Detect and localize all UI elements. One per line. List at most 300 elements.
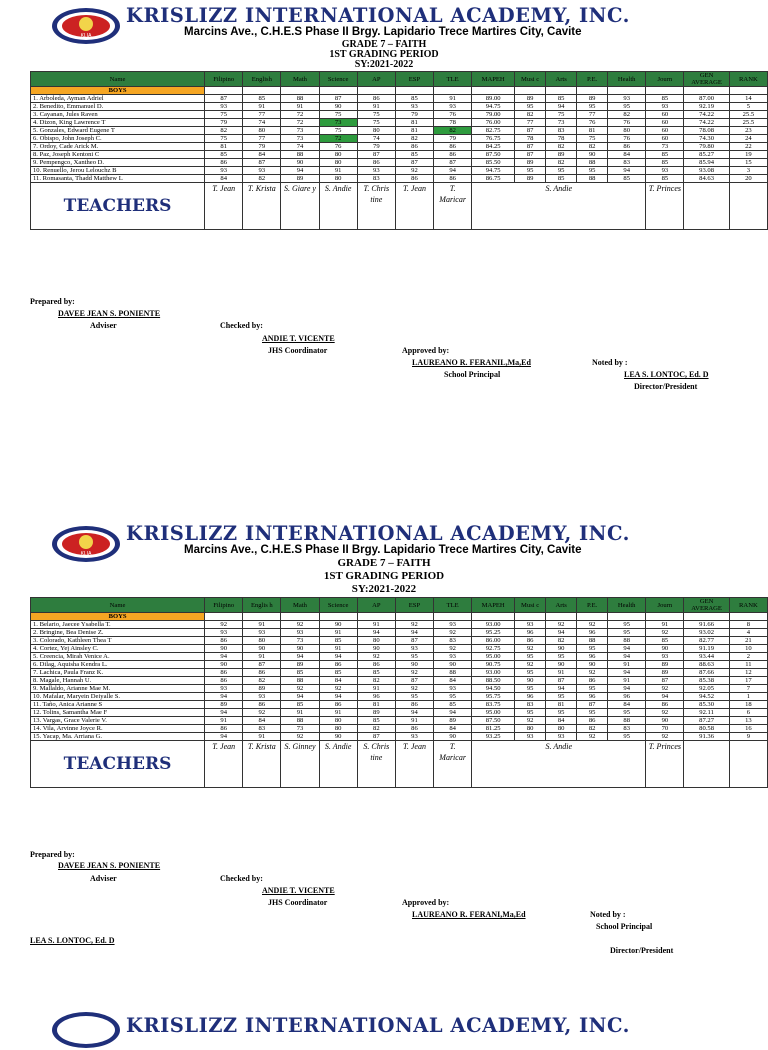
- teachers-row: [31, 183, 768, 230]
- table-row: [31, 701, 768, 709]
- grade-cell: 90: [577, 151, 608, 159]
- empty-cell: [577, 87, 608, 95]
- table-row: [31, 637, 768, 645]
- table-row: [31, 95, 768, 103]
- grade-cell: 82: [546, 143, 577, 151]
- grade-cell: 93: [243, 693, 281, 701]
- checked-by-label: Checked by:: [220, 874, 263, 883]
- student-name: 9. Pempengco, Xantheo D.: [31, 159, 205, 167]
- grade-cell: 96: [577, 693, 608, 701]
- empty-cell: [205, 613, 243, 621]
- grade-cell: 93.00: [472, 621, 515, 629]
- grade-cell: 83: [515, 701, 546, 709]
- grade-cell: 80: [357, 127, 395, 135]
- grade-cell: 73: [281, 637, 319, 645]
- grade-cell: 81: [205, 143, 243, 151]
- grade-cell: 92: [281, 685, 319, 693]
- grade-cell: 82: [434, 127, 472, 135]
- grade-cell: 74: [281, 143, 319, 151]
- grade-cell: 90: [205, 645, 243, 653]
- grade-cell: 86: [357, 95, 395, 103]
- column-header: AP: [357, 598, 395, 613]
- table-row: [31, 653, 768, 661]
- grade-cell: 80: [319, 159, 357, 167]
- grade-cell: 95: [577, 645, 608, 653]
- teacher-cell: T. Krista: [243, 741, 281, 788]
- student-name: 9. Mallaldo, Arianne Mae M.: [31, 685, 205, 693]
- empty-cell: [684, 87, 729, 95]
- grade-cell: 85: [357, 717, 395, 725]
- empty-cell: [319, 613, 357, 621]
- grade-cell: 88: [281, 95, 319, 103]
- grade-cell: 60: [646, 127, 684, 135]
- grade-cell: 95: [515, 669, 546, 677]
- grade-cell: 91.36: [684, 733, 729, 741]
- empty-cell: [281, 87, 319, 95]
- grade-cell: 92: [395, 167, 433, 175]
- grade-cell: 95: [577, 685, 608, 693]
- grade-cell: 86: [205, 725, 243, 733]
- grade-cell: 82: [243, 175, 281, 183]
- grade-cell: 83: [608, 725, 646, 733]
- grade-cell: 79: [357, 143, 395, 151]
- grade-cell: 93: [281, 629, 319, 637]
- grade-cell: 94: [319, 653, 357, 661]
- grade-cell: 77: [243, 111, 281, 119]
- checked-by-label: Checked by:: [220, 321, 263, 330]
- school-name-partial: KRISLIZZ INTERNATIONAL ACADEMY, INC.: [126, 1014, 630, 1037]
- grade-cell: 87: [357, 151, 395, 159]
- grade-cell: 88: [577, 159, 608, 167]
- grade-cell: 91: [646, 621, 684, 629]
- grade-cell: 90: [281, 645, 319, 653]
- grade-cell: 93: [646, 103, 684, 111]
- column-header: English: [243, 72, 281, 87]
- grade-cell: 95: [577, 167, 608, 175]
- grade-cell: 93: [434, 621, 472, 629]
- column-header: Musi c: [515, 72, 546, 87]
- teacher-cell: S. Andie: [319, 741, 357, 788]
- grade-cell: 95: [434, 693, 472, 701]
- grade-cell: 88: [434, 669, 472, 677]
- grade-cell: 92: [646, 629, 684, 637]
- grade-cell: 18: [729, 701, 767, 709]
- grade-cell: 19: [729, 151, 767, 159]
- grade-cell: 85.94: [684, 159, 729, 167]
- grade-cell: 94: [319, 693, 357, 701]
- grade-cell: 86: [577, 717, 608, 725]
- grade-cell: 85: [546, 95, 577, 103]
- grade-cell: 92: [395, 669, 433, 677]
- teachers-label: TEACHERS: [31, 741, 205, 788]
- grade-cell: 95: [608, 103, 646, 111]
- grade-cell: 17: [729, 677, 767, 685]
- student-name: 11. Taño, Anica Arianne S: [31, 701, 205, 709]
- grade-cell: 93: [608, 95, 646, 103]
- grade-cell: 16: [729, 725, 767, 733]
- column-header: P.E.: [577, 598, 608, 613]
- grade-cell: 87: [319, 95, 357, 103]
- column-header: TLE: [434, 598, 472, 613]
- grade-cell: 94: [205, 693, 243, 701]
- grade-cell: 25.5: [729, 111, 767, 119]
- column-header: Arts: [546, 72, 577, 87]
- grade-cell: 76: [577, 119, 608, 127]
- student-name: 2. Benedito, Emmanuel D.: [31, 103, 205, 111]
- grade-cell: 85: [646, 159, 684, 167]
- grade-cell: 93: [205, 167, 243, 175]
- student-name: 4. Cortez, Yej Ainsley C.: [31, 645, 205, 653]
- column-header: Health: [608, 72, 646, 87]
- teacher-cell: T. Maricar: [434, 183, 472, 230]
- grade-cell: 93: [205, 103, 243, 111]
- grade-cell: 93: [515, 733, 546, 741]
- grade-cell: 94: [205, 709, 243, 717]
- empty-cell: [684, 183, 729, 230]
- grade-cell: 84: [205, 175, 243, 183]
- empty-cell: [357, 87, 395, 95]
- student-name: 1. Arboleda, Ayman Adriel: [31, 95, 205, 103]
- grade-cell: 94: [546, 629, 577, 637]
- grade-cell: 84: [434, 725, 472, 733]
- grade-cell: 91: [281, 103, 319, 111]
- grade-cell: 86: [319, 701, 357, 709]
- grade-cell: 96: [577, 629, 608, 637]
- grade-cell: 8: [729, 621, 767, 629]
- empty-cell: [357, 613, 395, 621]
- grade-cell: 93: [395, 645, 433, 653]
- grade-cell: 95.75: [472, 693, 515, 701]
- grade-cell: 96: [357, 693, 395, 701]
- grade-cell: 74.30: [684, 135, 729, 143]
- student-name: 15. Yacap, Ma. Arriana G.: [31, 733, 205, 741]
- grade-cell: 7: [729, 685, 767, 693]
- student-name: 10. Mafalar, Maryein Deiyalle S.: [31, 693, 205, 701]
- grade-cell: 95: [515, 103, 546, 111]
- student-name: 6. Obispo, John Joseph C.: [31, 135, 205, 143]
- approved-by-label: Approved by:: [402, 346, 450, 355]
- grade-cell: 89: [243, 685, 281, 693]
- student-name: 3. Colorado, Kathleen Thea T: [31, 637, 205, 645]
- grade-cell: 77: [577, 111, 608, 119]
- grade-cell: 92: [646, 709, 684, 717]
- grade-cell: 73: [281, 127, 319, 135]
- grade-section: GRADE 7 – FAITH: [341, 39, 427, 50]
- grade-cell: 92: [577, 733, 608, 741]
- grade-cell: 95: [546, 693, 577, 701]
- grade-cell: 92: [515, 661, 546, 669]
- grade-cell: 92: [646, 685, 684, 693]
- grade-cell: 87: [546, 677, 577, 685]
- director-name: LEA S. LONTOC, Ed. D: [624, 370, 709, 379]
- school-name: KRISLIZZ INTERNATIONAL ACADEMY, INC.: [126, 4, 630, 27]
- grade-cell: 82: [608, 111, 646, 119]
- grade-cell: 85: [281, 701, 319, 709]
- grade-cell: 90: [319, 103, 357, 111]
- grade-cell: 94: [281, 653, 319, 661]
- grade-cell: 90: [646, 717, 684, 725]
- grade-cell: 95: [608, 733, 646, 741]
- table-row: [31, 733, 768, 741]
- grade-cell: 84: [243, 151, 281, 159]
- empty-cell: [243, 87, 281, 95]
- grade-cell: 91.19: [684, 645, 729, 653]
- table-row: [31, 685, 768, 693]
- empty-cell: [205, 87, 243, 95]
- grade-cell: 72: [281, 111, 319, 119]
- grade-cell: 81: [395, 119, 433, 127]
- teacher-cell: T. Jean: [395, 741, 433, 788]
- grade-cell: 90: [646, 645, 684, 653]
- school-logo-icon: [50, 1010, 122, 1050]
- grade-cell: 86: [515, 637, 546, 645]
- grade-cell: 77: [515, 119, 546, 127]
- grade-cell: 92: [515, 717, 546, 725]
- grade-cell: 75: [357, 111, 395, 119]
- grade-cell: 88: [281, 151, 319, 159]
- grade-cell: 79.80: [684, 143, 729, 151]
- grade-cell: 93.25: [472, 733, 515, 741]
- grade-cell: 1: [729, 693, 767, 701]
- teacher-cell: S. Ginney: [281, 741, 319, 788]
- grade-cell: 94: [434, 709, 472, 717]
- grade-cell: 75: [546, 111, 577, 119]
- grade-cell: 82: [357, 677, 395, 685]
- grade-cell: 93.08: [684, 167, 729, 175]
- grade-cell: 91: [319, 629, 357, 637]
- grade-cell: 70: [646, 725, 684, 733]
- grade-cell: 76: [608, 135, 646, 143]
- empty-cell: [434, 87, 472, 95]
- grade-cell: 75: [357, 119, 395, 127]
- teacher-cell: T. Maricar: [434, 741, 472, 788]
- grade-cell: 92: [515, 645, 546, 653]
- empty-cell: [395, 613, 433, 621]
- svg-text:KLIA: KLIA: [80, 551, 92, 557]
- grade-cell: 73: [281, 135, 319, 143]
- grade-cell: 92: [395, 621, 433, 629]
- grade-cell: 83: [243, 725, 281, 733]
- grade-cell: 81.25: [472, 725, 515, 733]
- grade-cell: 94: [205, 653, 243, 661]
- grade-cell: 75: [319, 111, 357, 119]
- column-header: ESP: [395, 72, 433, 87]
- grade-cell: 91: [205, 717, 243, 725]
- grade-cell: 91: [243, 733, 281, 741]
- grade-cell: 85.30: [684, 701, 729, 709]
- coordinator-name: ANDIE T. VICENTE: [262, 886, 335, 895]
- column-header: Science: [319, 72, 357, 87]
- section-row: [31, 613, 768, 621]
- grade-cell: 93: [646, 653, 684, 661]
- grade-cell: 89: [357, 709, 395, 717]
- empty-cell: [472, 613, 515, 621]
- grade-cell: 90: [434, 733, 472, 741]
- grade-cell: 90: [357, 645, 395, 653]
- grade-cell: 85.27: [684, 151, 729, 159]
- grade-cell: 86: [434, 151, 472, 159]
- grade-cell: 93.00: [472, 669, 515, 677]
- grade-cell: 80: [319, 725, 357, 733]
- grade-cell: 94.52: [684, 693, 729, 701]
- grade-cell: 84.63: [684, 175, 729, 183]
- column-header: Journ: [646, 72, 684, 87]
- grade-cell: 94.75: [472, 103, 515, 111]
- grade-cell: 86: [395, 175, 433, 183]
- grade-cell: 93.44: [684, 653, 729, 661]
- adviser-title: Adviser: [90, 321, 117, 330]
- table-row: [31, 167, 768, 175]
- empty-cell: [729, 613, 767, 621]
- grade-cell: 80: [357, 637, 395, 645]
- grade-cell: 94: [546, 103, 577, 111]
- table-header-row: [31, 598, 768, 613]
- grade-cell: 90: [281, 159, 319, 167]
- grade-cell: 89: [646, 669, 684, 677]
- grade-cell: 92: [243, 709, 281, 717]
- teacher-cell: T. Jean: [205, 183, 243, 230]
- grade-cell: 88: [608, 717, 646, 725]
- column-header: Englis h: [243, 598, 281, 613]
- student-name: 6. Dilag, Aquisha Kendra L.: [31, 661, 205, 669]
- grade-cell: 85: [319, 637, 357, 645]
- teacher-cell-mapeh: S. Andie: [472, 183, 646, 230]
- grade-cell: 9: [729, 733, 767, 741]
- grade-cell: 84: [319, 677, 357, 685]
- grade-cell: 92: [434, 629, 472, 637]
- column-header: MAPEH: [472, 598, 515, 613]
- grade-cell: 89: [515, 175, 546, 183]
- column-header: RANK: [729, 598, 767, 613]
- empty-cell: [646, 613, 684, 621]
- grade-cell: 87: [243, 661, 281, 669]
- grade-cell: 85.50: [472, 159, 515, 167]
- empty-cell: [729, 741, 767, 788]
- grade-cell: 93: [646, 167, 684, 175]
- grade-cell: 81: [577, 127, 608, 135]
- grade-cell: 94: [357, 629, 395, 637]
- table-row: [31, 717, 768, 725]
- grade-cell: 78: [546, 135, 577, 143]
- grade-cell: 87: [205, 95, 243, 103]
- grade-cell: 87: [243, 159, 281, 167]
- grade-cell: 94.50: [472, 685, 515, 693]
- grade-cell: 95: [395, 653, 433, 661]
- grade-cell: 87.50: [472, 717, 515, 725]
- grade-cell: 87: [357, 733, 395, 741]
- grade-cell: 90: [395, 661, 433, 669]
- grade-cell: 96: [515, 629, 546, 637]
- table-row: [31, 629, 768, 637]
- grade-cell: 95: [577, 103, 608, 111]
- grade-cell: 89: [646, 661, 684, 669]
- teacher-cell-journ: T. Princes: [646, 183, 684, 230]
- student-name: 5. Creencia, Mirah Venice A.: [31, 653, 205, 661]
- grade-cell: 94: [395, 709, 433, 717]
- grade-cell: 82: [357, 725, 395, 733]
- grade-cell: 76: [319, 143, 357, 151]
- school-year: SY:2021-2022: [354, 59, 414, 70]
- grade-cell: 90: [319, 733, 357, 741]
- teacher-cell: T. Jean: [205, 741, 243, 788]
- grade-cell: 91.66: [684, 621, 729, 629]
- grade-cell: 91: [243, 621, 281, 629]
- empty-cell: [729, 183, 767, 230]
- grade-cell: 89: [205, 701, 243, 709]
- grade-cell: 82: [577, 725, 608, 733]
- grade-cell: 93: [515, 621, 546, 629]
- grade-cell: 95: [515, 653, 546, 661]
- grade-cell: 5: [729, 103, 767, 111]
- empty-cell: [577, 613, 608, 621]
- table-row: [31, 151, 768, 159]
- grade-cell: 83: [434, 637, 472, 645]
- grade-cell: 75: [205, 111, 243, 119]
- teacher-cell: S. Chris tine: [357, 741, 395, 788]
- grade-cell: 94: [608, 653, 646, 661]
- school-name: KRISLIZZ INTERNATIONAL ACADEMY, INC.: [126, 522, 630, 545]
- empty-cell: [472, 87, 515, 95]
- grade-cell: 95.00: [472, 653, 515, 661]
- teacher-cell: S. Andie: [319, 183, 357, 230]
- grade-cell: 95: [515, 709, 546, 717]
- grade-cell: 95: [515, 167, 546, 175]
- table-row: [31, 175, 768, 183]
- empty-cell: [434, 613, 472, 621]
- table-row: [31, 143, 768, 151]
- grade-cell: 83: [357, 175, 395, 183]
- grade-cell: 94: [434, 167, 472, 175]
- grade-cell: 87.27: [684, 717, 729, 725]
- grade-cell: 90: [434, 661, 472, 669]
- grade-cell: 92: [434, 645, 472, 653]
- teachers-label: TEACHERS: [31, 183, 205, 230]
- adviser-name: DAVEE JEAN S. PONIENTE: [58, 861, 161, 870]
- grade-cell: 87.66: [684, 669, 729, 677]
- grade-cell: 86: [205, 159, 243, 167]
- grade-cell: 95: [608, 709, 646, 717]
- grade-cell: 77: [243, 135, 281, 143]
- grade-cell: 85: [646, 151, 684, 159]
- grade-cell: 88: [577, 175, 608, 183]
- school-year: SY:2021-2022: [351, 583, 417, 595]
- column-header: Name: [31, 72, 205, 87]
- grade-cell: 94: [546, 685, 577, 693]
- student-name: 10. Renuello, Jerou Lelouchz B: [31, 167, 205, 175]
- grade-cell: 94: [608, 685, 646, 693]
- grade-cell: 60: [646, 111, 684, 119]
- student-name: 4. Dizon, King Lawrence T: [31, 119, 205, 127]
- grade-cell: 91: [357, 685, 395, 693]
- student-name: 2. Bringine, Bea Denise Z.: [31, 629, 205, 637]
- grade-cell: 85: [608, 175, 646, 183]
- grade-cell: 92: [395, 685, 433, 693]
- column-header: MAPEH: [472, 72, 515, 87]
- student-name: 8. Magale, Hannah U.: [31, 677, 205, 685]
- grade-cell: 82: [395, 135, 433, 143]
- student-name: 7. Ordoy, Cade Arick M.: [31, 143, 205, 151]
- grade-cell: 95: [546, 709, 577, 717]
- grade-cell: 86: [395, 725, 433, 733]
- column-header: RANK: [729, 72, 767, 87]
- grade-cell: 89.00: [472, 95, 515, 103]
- table-row: [31, 103, 768, 111]
- grade-cell: 89: [577, 95, 608, 103]
- grade-cell: 84: [546, 717, 577, 725]
- grade-cell: 90: [577, 661, 608, 669]
- grade-cell: 2: [729, 653, 767, 661]
- grade-cell: 76: [434, 111, 472, 119]
